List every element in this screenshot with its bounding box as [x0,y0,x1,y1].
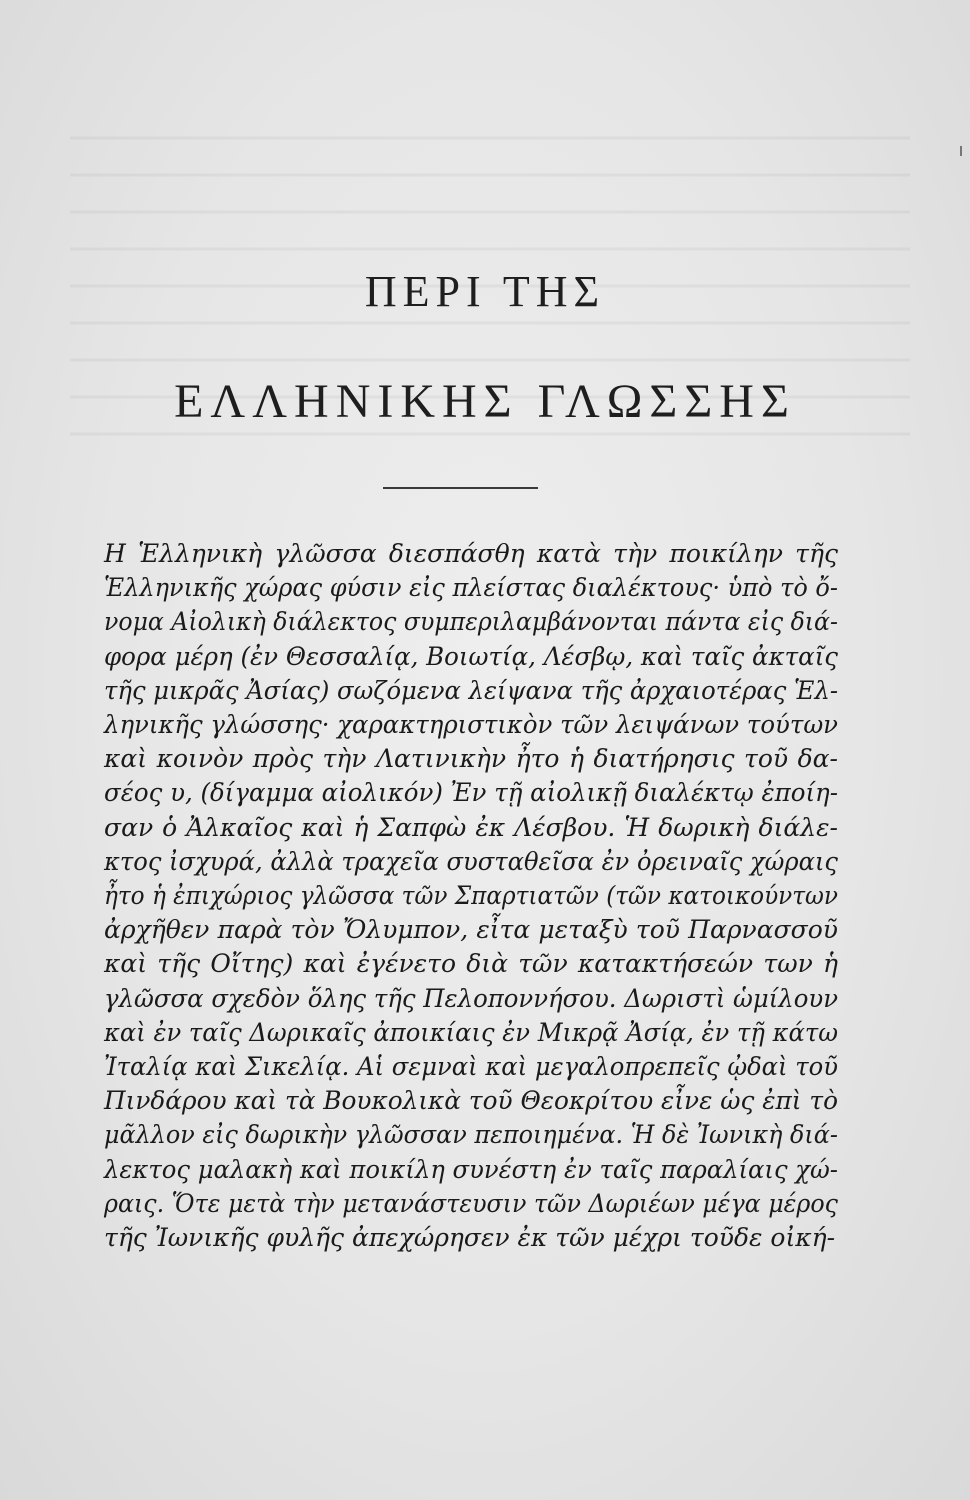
text-line: Η Ἑλληνικὴ γλῶσσα διεσπάσθη κατὰ τὴν ποικίλην τῆς [104,539,838,568]
text-line: ἀρχῆθεν παρὰ τὸν Ὄλυμπον, εἶτα μεταξὺ τοῦ Παρνασσοῦ [104,915,838,945]
text-line: τῆς μικρᾶς Ἀσίας) σωζόμενα λείψανα τῆς ἀρχαιοτέρας Ἑλ- [104,675,839,705]
text-line: τῆς Ἰωνικῆς φυλῆς ἀπεχώρησεν ἐκ τῶν μέχρι τοῦδε οἰκή- [104,1223,836,1253]
text-line: λεκτος μαλακὴ καὶ ποικίλη συνέστη ἐν ταῖς παραλίαις χώ- [104,1154,838,1184]
text-line: καὶ κοινὸν πρὸς τὴν Λατινικὴν ἦτο ἡ διατήρησις τοῦ δα- [104,744,838,774]
text-line: νομα Αἰολικὴ διάλεκτος συμπεριλαμβάνονται πάντα εἰς διά- [104,607,838,637]
text-line: μᾶλλον εἰς δωρικὴν γλῶσσαν πεποιημένα. Ἡ δὲ Ἰωνικὴ διά- [104,1120,838,1150]
heading-line-2: ΕΛΛΗΝΙΚΗΣ ΓΛΩΣΣΗΣ [174,375,796,428]
text-line: σέος υ, (δίγαμμα αἰολικόν) Ἐν τῇ αἰολικῇ διαλέκτῳ ἐποίη- [104,778,839,808]
text-line: Πινδάρου καὶ τὰ Βουκολικὰ τοῦ Θεοκρίτου εἶνε ὡς ἐπὶ τὸ [104,1086,839,1116]
chapter-heading [0,262,970,432]
text-line: σαν ὁ Ἀλκαῖος καὶ ἡ Σαπφὼ ἐκ Λέσβου. Ἡ δωρικὴ διάλε- [104,812,838,842]
margin-mark [960,146,962,156]
text-line: ραις. Ὅτε μετὰ τὴν μετανάστευσιν τῶν Δωριέων μέγα μέρος [104,1188,838,1218]
body-paragraph [104,537,838,1255]
text-line: καὶ ἐν ταῖς Δωρικαῖς ἀποικίαις ἐν Μικρᾷ Ἀσίᾳ, ἐν τῇ κάτω [104,1017,839,1047]
text-line: κτος ἰσχυρά, ἀλλὰ τραχεῖα συσταθεῖσα ἐν ὀρειναῖς χώραις [104,846,838,876]
text-line: Ἰταλίᾳ καὶ Σικελίᾳ. Αἱ σεμναὶ καὶ μεγαλοπρεπεῖς ᾠδαὶ τοῦ [104,1052,839,1082]
text-line: γλῶσσα σχεδὸν ὅλης τῆς Πελοποννήσου. Δωριστὶ ὡμίλουν [104,983,839,1013]
text-line: φορα μέρη (ἐν Θεσσαλίᾳ, Βοιωτίᾳ, Λέσβῳ, καὶ ταῖς ἀκταῖς [104,641,839,671]
text-line: Ἑλληνικῆς χώρας φύσιν εἰς πλείστας διαλέκτους· ὑπὸ τὸ ὄ- [104,573,839,603]
heading-divider [383,487,538,489]
text-line: ληνικῆς γλώσσης· χαρακτηριστικὸν τῶν λειψάνων τούτων [104,710,839,740]
heading-line-1: ΠΕΡΙ ΤΗΣ [364,267,606,316]
text-line: ἦτο ἡ ἐπιχώριος γλῶσσα τῶν Σπαρτιατῶν (τῶν κατοικούντων [104,881,838,911]
text-line: καὶ τῆς Οἴτης) καὶ ἐγένετο διὰ τῶν κατακτήσεών των ἡ [104,949,838,979]
